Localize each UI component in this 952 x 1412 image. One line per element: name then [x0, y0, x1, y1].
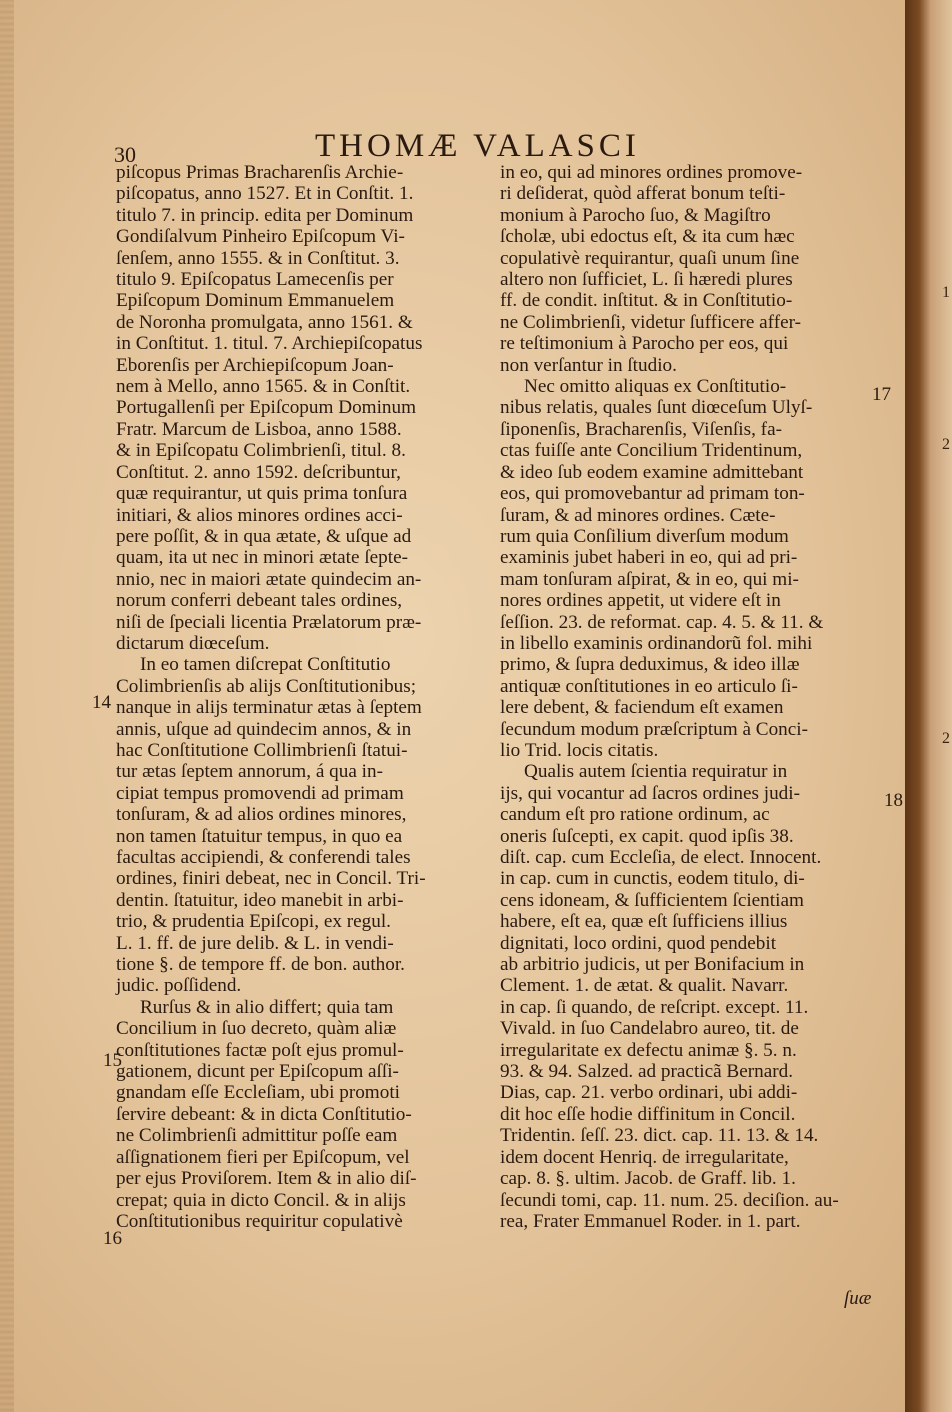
text-line: ſeſſion. 23. de reformat. cap. 4. 5. & 11. &	[500, 611, 824, 633]
text-line: re teſtimonium à Parocho per eos, qui	[500, 333, 789, 355]
text-line: niſi de ſpeciali licentia Prælatorum præ-	[116, 611, 422, 633]
text-line: facultas accipiendi, & conferendi tales	[116, 847, 411, 868]
text-line: conſtitutiones factæ poſt ejus promul-	[116, 1039, 404, 1061]
text-line: Clement. 1. de ætat. & qualit. Navarr.	[500, 975, 789, 997]
text-line: eos, qui promovebantur ad primam ton-	[500, 483, 805, 505]
text-line: nem à Mello, anno 1565. & in Conſtit.	[116, 376, 411, 398]
text-line: dentin. ſtatuitur, ideo manebit in arbi-	[116, 889, 404, 911]
text-line: per ejus Proviſorem. Item & in alio diſ-	[116, 1168, 417, 1190]
text-line: de Noronha promulgata, anno 1561. &	[116, 311, 413, 333]
text-line: rum quia Conſilium diverſum modum	[500, 525, 789, 547]
text-line: tonſuram, & ad alios ordines minores,	[116, 804, 407, 826]
text-line: diſt. cap. cum Eccleſia, de elect. Innocent.	[500, 847, 822, 868]
text-line: monium à Parocho ſuo, & Magiſtro	[500, 204, 771, 226]
text-line: ijs, qui vocantur ad ſacros ordines judi-	[500, 782, 801, 804]
text-line: initiari, & alios minores ordines acci-	[116, 504, 403, 526]
text-line: gnandam eſſe Eccleſiam, ubi promoti	[116, 1082, 400, 1104]
text-line: L. 1. ff. de jure delib. & L. in vendi-	[116, 932, 394, 954]
text-line: In eo tamen diſcrepat Conſtitutio	[140, 654, 391, 676]
text-line: trio, & prudentia Epiſcopi, ex regul.	[116, 911, 391, 933]
text-line: ne Colimbrienſi, videtur ſufficere affer-	[500, 311, 801, 333]
text-line: hac Conſtitutione Collimbrienſi ſtatui-	[116, 739, 408, 761]
text-line: piſcopus Primas Bracharenſis Archie-	[116, 162, 404, 183]
book-spine	[905, 0, 952, 1412]
text-line: Conſtitutionibus requiritur copulativè	[116, 1210, 403, 1232]
text-line: Nec omitto aliquas ex Conſtitutio-	[524, 376, 787, 398]
text-line: ab arbitrio judicis, ut per Bonifacium in	[500, 954, 805, 976]
text-line: 93. & 94. Salzed. ad practicã Bernard.	[500, 1061, 794, 1083]
paragraph-18	[500, 761, 878, 1232]
text-line: ſcholæ, ubi edoctus eſt, & ita cum hæc	[500, 226, 795, 248]
margin-number-18: 18	[884, 790, 903, 811]
text-line: in Conſtitut. 1. titul. 7. Archiepiſcopatus	[116, 333, 423, 355]
text-line: nnio, nec in maiori ætate quindecim an-	[116, 568, 422, 590]
text-line: copulativè requirantur, quaſi unum ſine	[500, 247, 800, 269]
text-line: ſervire debeant: & in dicta Conſtitutio-	[116, 1103, 412, 1125]
text-line: antiquæ conſtitutiones in eo articulo ſi-	[500, 675, 798, 697]
text-line: Vivald. in ſuo Candelabro aureo, tit. de	[500, 1018, 799, 1040]
text-line: titulo 7. in princip. edita per Dominum	[116, 204, 414, 226]
text-line: Gondiſalvum Pinheiro Epiſcopum Vi-	[116, 226, 405, 248]
text-line: cap. 8. §. ultim. Jacob. de Graff. lib. 1.	[500, 1168, 796, 1190]
text-line: ctas fuiſſe ante Concilium Tridentinum,	[500, 440, 803, 462]
text-line: gationem, dicunt per Epiſcopum aſſi-	[116, 1061, 399, 1083]
right-column	[500, 162, 878, 1232]
text-line: quam, ita ut nec in minori ætate ſepte-	[116, 547, 408, 569]
text-line: habere, eſt ea, quæ eſt ſufficiens illius	[500, 911, 788, 933]
text-line: ſiponenſis, Bracharenſis, Viſenſis, fa-	[500, 418, 782, 440]
page-number: 30	[114, 142, 136, 167]
text-line: Qualis autem ſcientia requiratur in	[524, 761, 788, 783]
spine-mark: 2	[942, 436, 950, 453]
margin-number-17: 17	[872, 384, 891, 405]
text-line: candum eſt pro ratione ordinum, ac	[500, 804, 770, 826]
text-line: in cap. ſi quando, de reſcript. except. 11.	[500, 996, 809, 1018]
text-line: annis, uſque ad quindecim annos, & in	[116, 718, 412, 740]
text-line: ff. de condit. inſtitut. & in Conſtitutio-	[500, 290, 793, 312]
catchword: ſuæ	[844, 1288, 872, 1309]
text-line: dictarum diœceſum.	[116, 632, 270, 654]
paragraph-17	[500, 376, 878, 761]
text-line: ſuram, & ad minores ordines. Cæte-	[500, 504, 776, 526]
text-line: ſecundi tomi, cap. 11. num. 25. deciſion. au-	[500, 1189, 839, 1211]
text-line: Rurſus & in alio differt; quia tam	[140, 996, 394, 1018]
text-line: in cap. cum in cunctis, eodem titulo, di-	[500, 868, 805, 890]
text-line: tione §. de tempore ff. de bon. author.	[116, 954, 405, 976]
spine-mark: 2	[942, 730, 950, 747]
text-line: rea, Frater Emmanuel Roder. in 1. part.	[500, 1210, 801, 1232]
paragraph-15	[116, 997, 496, 1232]
text-line: ne Colimbrienſi admittitur poſſe eam	[116, 1125, 398, 1147]
page-edge	[0, 0, 14, 1412]
text-line: non tamen ſtatuitur tempus, in quo ea	[116, 825, 403, 847]
text-line: Concilium in ſuo decreto, quàm aliæ	[116, 1018, 397, 1040]
spine-mark: 1	[942, 284, 950, 301]
text-line: nibus relatis, quales ſunt diœceſum Ulyſ-	[500, 397, 813, 419]
text-line: dit hoc eſſe hodie diffinitum in Concil.	[500, 1103, 796, 1125]
paragraph-13	[116, 162, 496, 654]
text-line: Eborenſis per Archiepiſcopum Joan-	[116, 354, 394, 376]
text-line: cens idoneam, & ſufficientem ſcientiam	[500, 889, 804, 911]
text-line: cipiat tempus promovendi ad primam	[116, 782, 404, 804]
text-line: idem docent Henriq. de irregularitate,	[500, 1146, 789, 1168]
text-line: piſcopatus, anno 1527. Et in Conſtit. 1.	[116, 183, 414, 205]
text-line: Dias, cap. 21. verbo ordinari, ubi addi-	[500, 1082, 798, 1104]
text-line: altero non ſufficiet, L. ſi hæredi plures	[500, 269, 793, 291]
text-line: & in Epiſcopatu Colimbrienſi, titul. 8.	[116, 440, 406, 462]
running-title: THOMÆ VALASCI	[315, 128, 640, 164]
text-line: norum conferri debeant tales ordines,	[116, 590, 403, 612]
text-line: in eo, qui ad minores ordines promove-	[500, 162, 803, 183]
text-line: Portugallenſi per Epiſcopum Dominum	[116, 397, 417, 419]
page-header	[0, 126, 905, 166]
text-line: Epiſcopum Dominum Emmanuelem	[116, 290, 395, 312]
paragraph-14	[116, 654, 496, 997]
text-line: ſenſem, anno 1555. & in Conſtitut. 3.	[116, 247, 400, 269]
text-line: Fratr. Marcum de Lisboa, anno 1588.	[116, 418, 402, 440]
text-line: ri deſiderat, quòd afferat bonum teſti-	[500, 183, 786, 205]
text-line: nanque in alijs terminatur ætas à ſeptem	[116, 697, 422, 719]
text-line: pere poſſit, & in qua ætate, & uſque ad	[116, 525, 412, 547]
margin-number-15: 15	[103, 1050, 122, 1071]
text-line: mam tonſuram aſpirat, & in eo, qui mi-	[500, 568, 799, 590]
text-line: nores ordines appetit, ut videre eſt in	[500, 590, 781, 612]
text-line: judic. poſſidend.	[116, 975, 242, 997]
text-line: crepat; quia in dicto Concil. & in alijs	[116, 1189, 406, 1211]
paragraph-16-cont	[500, 162, 878, 376]
text-line: ſecundum modum præſcriptum à Conci-	[500, 718, 809, 740]
text-line: non verſantur in ſtudio.	[500, 354, 677, 376]
text-line: dignitati, loco ordini, quod pendebit	[500, 932, 777, 954]
text-line: Conſtitut. 2. anno 1592. deſcribuntur,	[116, 461, 401, 483]
text-line: & ideo ſub eodem examine admittebant	[500, 461, 804, 483]
margin-number-16: 16	[103, 1228, 122, 1249]
text-line: titulo 9. Epiſcopatus Lamecenſis per	[116, 269, 394, 291]
left-column	[116, 162, 496, 1232]
text-line: aſſignationem fieri per Epiſcopum, vel	[116, 1146, 410, 1168]
text-line: quæ requirantur, ut quis prima tonſura	[116, 483, 408, 505]
text-line: irregularitate ex defectu animæ §. 5. n.	[500, 1039, 797, 1061]
text-line: lere debent, & faciendum eſt examen	[500, 697, 784, 719]
text-line: tur ætas ſeptem annorum, á qua in-	[116, 761, 383, 783]
text-line: oneris ſuſcepti, ex capit. quod ipſis 38.	[500, 825, 794, 847]
text-line: Tridentin. ſeſſ. 23. dict. cap. 11. 13. & 14.	[500, 1125, 819, 1147]
text-line: in libello examinis ordinandorũ fol. mihi	[500, 632, 813, 654]
text-line: primo, & ſupra deduximus, & ideo illæ	[500, 654, 800, 676]
margin-number-14: 14	[92, 692, 111, 713]
text-line: Colimbrienſis ab alijs Conſtitutionibus;	[116, 675, 417, 697]
text-line: lio Trid. locis citatis.	[500, 739, 659, 761]
text-line: examinis jubet haberi in eo, qui ad pri-	[500, 547, 798, 569]
text-line: ordines, finiri debeat, nec in Concil. Tri-	[116, 868, 426, 890]
